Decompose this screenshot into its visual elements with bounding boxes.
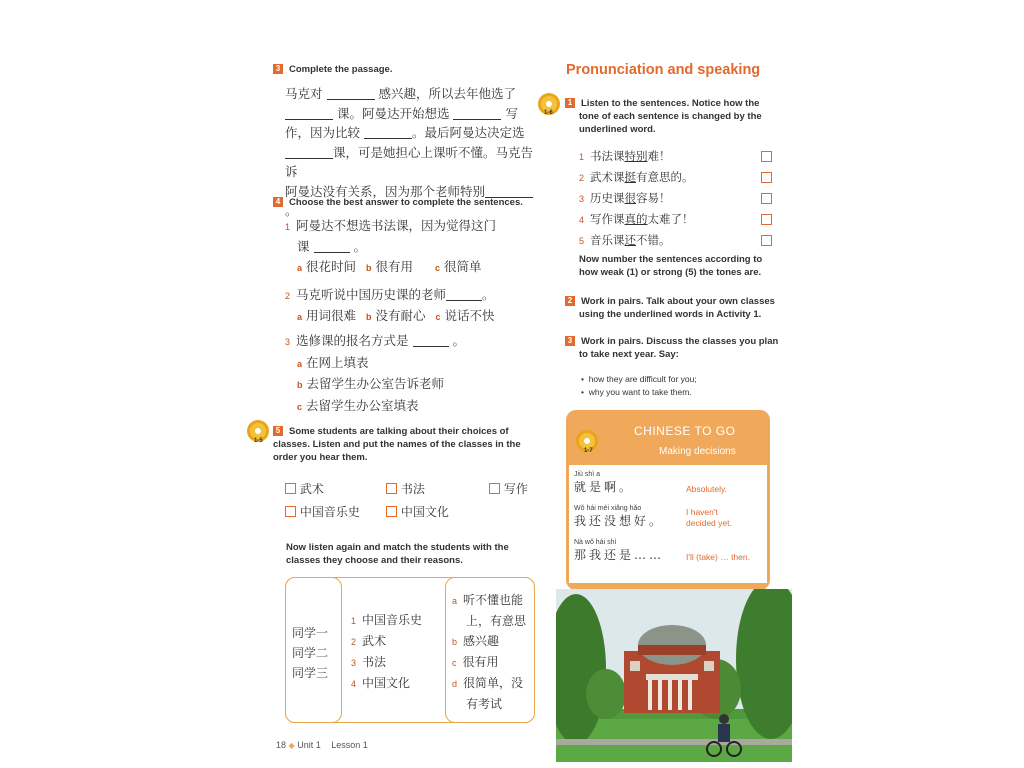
blank[interactable]	[413, 336, 449, 347]
ex4-number: 4	[273, 197, 283, 207]
students-column	[285, 577, 342, 723]
class-checkbox[interactable]: 写作	[489, 480, 569, 497]
reason-item-cont: 有考试	[466, 697, 503, 711]
ex3-heading-text: Complete the passage.	[289, 64, 393, 75]
page-number: 18	[276, 740, 287, 750]
blank[interactable]	[453, 109, 501, 120]
student-3[interactable]: 同学三	[292, 666, 329, 680]
checkbox[interactable]	[386, 483, 397, 494]
sentence-4: 4 写作课真的太难了！	[579, 209, 769, 230]
unit-label: Unit 1	[297, 740, 321, 750]
passage-line-3: 作，因为比较 。最后阿曼达决定选	[285, 125, 525, 140]
ex4-item-2: 2 马克听说中国历史课的老师 。 a 用词很难 b 没有耐心 c 说话不快	[285, 287, 495, 323]
reason-item[interactable]: c 很有用	[452, 655, 499, 669]
rank-box[interactable]	[761, 193, 772, 204]
phrase-translation: I'll (take) … then.	[686, 552, 750, 562]
cd-track-label: 1-7	[584, 448, 593, 454]
passage-line-5: 阿曼达没有关系，因为那个老师特别。	[285, 182, 540, 221]
ex3-number: 3	[273, 64, 283, 74]
blank[interactable]	[327, 89, 375, 100]
class-item[interactable]: 3 书法	[351, 655, 387, 669]
class-item[interactable]: 2 武术	[351, 634, 387, 648]
checkbox[interactable]	[386, 506, 397, 517]
option-a[interactable]: a 用词很难	[297, 308, 357, 323]
checkbox[interactable]	[489, 483, 500, 494]
student-1[interactable]: 同学一	[292, 626, 329, 640]
phrase-translation: Absolutely.	[686, 484, 727, 494]
blank[interactable]	[364, 128, 412, 139]
lesson-label: Lesson 1	[331, 740, 368, 750]
sentence-5: 5 音乐课还不错。	[579, 230, 769, 251]
page-footer	[276, 740, 368, 750]
r-ex3-bullets	[581, 373, 697, 399]
option-a[interactable]: a 很花时间	[297, 259, 357, 274]
class-checkbox[interactable]: 武术	[285, 482, 324, 496]
phrase-translation: I haven't decided yet.	[686, 507, 732, 528]
r-ex1-heading: 1 Listen to the sentences. Notice how the tone of each sentence is changed by the underlined word.	[565, 97, 775, 136]
rank-box[interactable]	[761, 172, 772, 183]
ex5-order-row-1	[285, 480, 528, 497]
class-checkbox[interactable]: 书法	[386, 480, 466, 497]
r-ex3-heading: 3 Work in pairs. Discuss the classes you plan to take next year. Say:	[565, 335, 778, 361]
ex5-subheading: Now listen again and match the students with the classes they choose and their reasons.	[286, 542, 509, 566]
option-c[interactable]: c 很简单	[435, 259, 482, 274]
phrase-row: Wǒ hái méi xiǎng hǎo 我还没想好。	[574, 505, 665, 528]
student-2[interactable]: 同学二	[292, 646, 329, 660]
sentence-3: 3 历史课很容易！	[579, 188, 769, 209]
campus-photo	[556, 589, 792, 762]
checkbox[interactable]	[285, 506, 296, 517]
footer-diamond-icon: ◆	[288, 741, 295, 750]
blank[interactable]	[446, 290, 482, 301]
left-page	[225, 48, 558, 768]
ex5-number: 5	[273, 426, 283, 436]
blank[interactable]	[314, 242, 350, 253]
chinese-to-go-card	[566, 410, 770, 590]
blank[interactable]	[285, 109, 333, 120]
section-title: Pronunciation and speaking	[566, 62, 761, 78]
class-checkbox[interactable]: 中国文化	[386, 503, 476, 520]
bullet-item: • how they are difficult for you;	[581, 374, 697, 384]
option-b[interactable]: b 没有耐心	[366, 308, 426, 323]
passage-line-4: 课，可是她担心上课听不懂。马克告诉	[285, 144, 534, 179]
passage-line-2: 课。阿曼达开始想选 写	[285, 104, 540, 124]
ex4-heading	[273, 196, 523, 209]
r-ex1-note: Now number the sentences according to how weak (1) or strong (5) the tones are.	[579, 254, 763, 278]
option-a[interactable]: a 在网上填表	[297, 354, 369, 370]
option-c[interactable]: c 说话不快	[435, 308, 495, 323]
sentence-list	[579, 146, 769, 251]
ex4-item-3: 3 选修课的报名方式是 。 a 在网上填表 b 去留学生办公室告诉老师 c 去留学生办公室填表	[285, 331, 465, 417]
ex4-heading-text: Choose the best answer to complete the sentences.	[289, 197, 523, 208]
card-phrases	[569, 465, 767, 583]
classes-column	[351, 610, 422, 694]
ex5-heading: 5 Some students are talking about their choices of classes. Listen and put the names of the classes in the order you hear them.	[273, 426, 521, 463]
option-b[interactable]: b 很有用	[366, 259, 414, 274]
class-item[interactable]: 4 中国文化	[351, 676, 411, 690]
cd-track-label: 1-6	[544, 110, 553, 116]
reason-item-cont: 上，有意思	[466, 614, 527, 628]
right-page	[535, 48, 795, 768]
blank[interactable]	[285, 148, 333, 159]
bullet-item: • why you want to take them.	[581, 387, 692, 397]
option-b[interactable]: b 去留学生办公室告诉老师	[297, 376, 445, 391]
ex4-item-1: 1 阿曼达不想选书法课，因为觉得这门 课 。 a 很花时间 b 很有用 c 很简单	[285, 218, 497, 274]
option-c[interactable]: c 去留学生办公室填表	[297, 397, 419, 413]
checkbox[interactable]	[285, 483, 296, 494]
card-subtitle: Making decisions	[659, 446, 736, 457]
rank-box[interactable]	[761, 214, 772, 225]
sentence-2: 2 武术课挺有意思的。	[579, 167, 769, 188]
reason-item[interactable]: d 很简单，没	[452, 676, 524, 690]
ex5-order-row-2	[285, 503, 545, 520]
sentence-1: 1 书法课特别难！	[579, 146, 769, 167]
cd-track-label: 1-5	[254, 438, 263, 444]
reasons-column	[445, 577, 535, 723]
ex3-heading	[273, 63, 392, 76]
card-title: CHINESE TO GO	[634, 424, 736, 438]
r-ex2-heading: 2 Work in pairs. Talk about your own classes using the underlined words in Activity 1.	[565, 295, 775, 321]
phrase-row: Jiù shì a 就是啊。	[574, 471, 635, 494]
rank-box[interactable]	[761, 151, 772, 162]
class-item[interactable]: 1 中国音乐史	[351, 613, 423, 627]
class-checkbox[interactable]: 中国音乐史	[285, 505, 360, 519]
reason-item[interactable]: b 感兴趣	[452, 634, 500, 648]
phrase-row: Nà wǒ hái shì 那我还是……	[574, 539, 665, 562]
reason-item[interactable]: a 听不懂也能	[452, 593, 524, 607]
rank-box[interactable]	[761, 235, 772, 246]
passage-line-1: 马克对 感兴趣，所以去年他选了	[285, 86, 516, 101]
